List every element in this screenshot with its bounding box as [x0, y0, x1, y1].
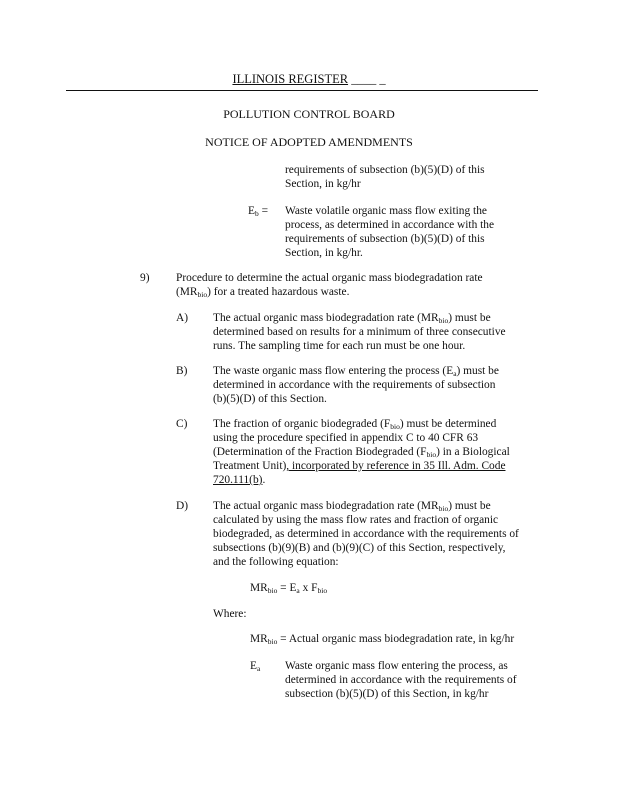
item-c-line-5: 720.111(b).: [213, 474, 266, 486]
continued-definition-line-1: requirements of subsection (b)(5)(D) of this: [285, 164, 485, 176]
item-c-line-1: The fraction of organic biodegraded $(F_{bio})$ must be determined: [213, 418, 497, 431]
item-a-line-2: determined based on results for a minimum of three consecutive: [213, 326, 506, 338]
eb-definition-line-3: requirements of subsection (b)(5)(D) of this: [285, 233, 485, 245]
item-9-number: 9): [140, 272, 150, 284]
ea-definition-line-1: Waste organic mass flow entering the process, as: [285, 660, 508, 672]
biodegradation-equation: $MR_{bio} = E_a$ x $F_{bio}$: [250, 582, 328, 595]
item-b-label: B): [176, 365, 188, 377]
ea-definition-line-2: determined in accordance with the requirements of: [285, 674, 517, 686]
item-d-label: D): [176, 500, 189, 512]
item-9-line-2: $(MR_{bio})$ for a treated hazardous waste.: [176, 286, 350, 299]
item-d-line-3: biodegraded, as determined in accordance with the requirements of: [213, 528, 519, 540]
item-d-line-2: calculated by using the mass flow rates and fraction of organic: [213, 514, 499, 526]
item-b-line-1: The waste organic mass flow entering the process $(E_a)$ must be: [213, 365, 499, 378]
item-d-line-5: and the following equation:: [213, 556, 339, 568]
ea-definition-line-3: subsection (b)(5)(D) of this Section, in kg/hr: [285, 688, 489, 700]
item-c-line-3: (Determination of the Fraction Biodegraded $(F_{bio})$ in a Biological: [213, 446, 510, 459]
register-title: ILLINOIS REGISTER ____ _: [232, 72, 386, 86]
item-c-line-4: Treatment Unit), incorporated by reference in 35 Ill. Adm. Code: [213, 460, 506, 472]
item-a-line-3: runs. The sampling time for each run must be one hour.: [213, 340, 466, 352]
where-label: Where:: [213, 608, 247, 620]
ea-symbol: $E_a$: [250, 660, 261, 673]
item-c-label: C): [176, 418, 188, 430]
item-d-line-1: The actual organic mass biodegradation rate $(MR_{bio})$ must be: [213, 500, 491, 513]
notice-title: NOTICE OF ADOPTED AMENDMENTS: [205, 135, 413, 149]
item-b-line-3: (b)(5)(D) of this Section.: [213, 393, 327, 405]
eb-definition-line-1: Waste volatile organic mass flow exiting the: [285, 205, 487, 217]
header-rule: [66, 90, 538, 91]
board-name: POLLUTION CONTROL BOARD: [223, 107, 395, 121]
item-b-line-2: determined in accordance with the requirements of subsection: [213, 379, 496, 391]
mr-definition: $MR_{bio}$ = Actual organic mass biodegradation rate, in kg/hr: [250, 633, 515, 646]
eb-definition-line-4: Section, in kg/hr.: [285, 247, 363, 259]
item-9-line-1: Procedure to determine the actual organic mass biodegradation rate: [176, 272, 483, 284]
continued-definition-line-2: Section, in kg/hr: [285, 178, 361, 190]
item-d-line-4: subsections (b)(9)(B) and (b)(9)(C) of this Section, respectively,: [213, 542, 506, 554]
item-c-line-2: using the procedure specified in appendix C to 40 CFR 63: [213, 432, 479, 444]
eb-symbol: $E_b$ =: [248, 205, 268, 218]
eb-definition-line-2: process, as determined in accordance with the: [285, 219, 495, 231]
item-a-label: A): [176, 312, 189, 324]
item-a-line-1: The actual organic mass biodegradation rate $(MR_{bio})$ must be: [213, 312, 491, 325]
